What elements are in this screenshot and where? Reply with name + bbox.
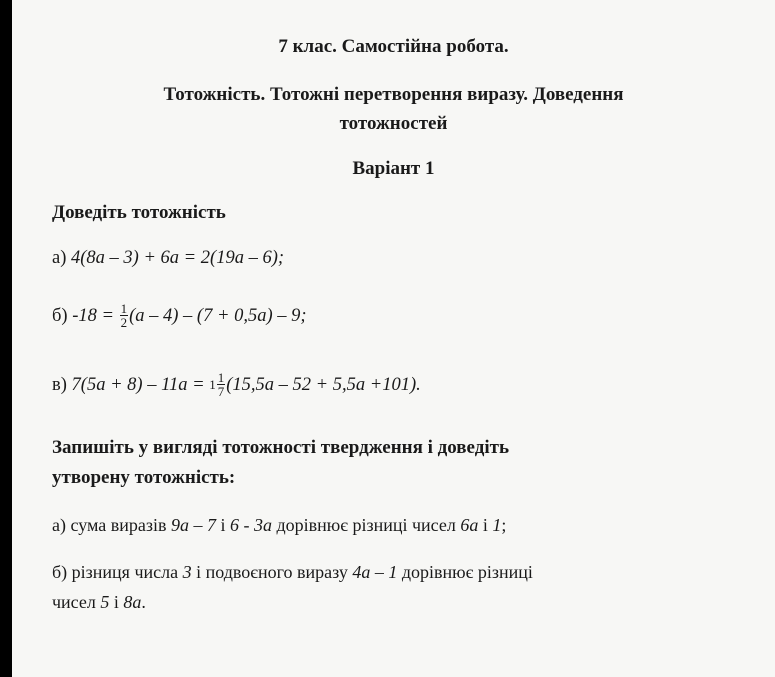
fraction-denominator: 7 <box>217 384 225 399</box>
section2-heading-line-1: Запишіть у вигляді тотожності твердження і доведіть <box>52 437 510 458</box>
exercise-c <box>52 372 421 399</box>
fraction-denominator: 2 <box>120 315 128 330</box>
math-expression: 4(8a – 3) + 6a = 2(19a – 6); <box>71 248 285 268</box>
math-expression: 6a <box>460 515 479 535</box>
section2-heading-line-2: утворену тотожність: <box>52 467 236 488</box>
statement-label: б) <box>52 562 68 582</box>
math-expression-start: 7(5a + 8) – 11a = <box>71 374 210 395</box>
statement-text: і <box>482 515 488 535</box>
math-expression: 9a – 7 <box>171 515 216 535</box>
statement-text: і подвоєного виразу <box>196 562 348 582</box>
fraction <box>120 302 129 329</box>
statement-label: а) <box>52 515 66 535</box>
fraction <box>217 371 226 398</box>
statement-text: і <box>220 515 226 535</box>
worksheet-title: 7 клас. Самостійна робота. <box>278 36 509 57</box>
exercise-b <box>52 303 307 330</box>
math-expression: 8a <box>123 592 142 612</box>
worksheet-page <box>12 0 775 677</box>
statement-text: чисел <box>52 592 96 612</box>
math-expression: 1 <box>492 515 502 535</box>
math-expression: 6 - 3a <box>230 515 273 535</box>
statement-b-line-1 <box>52 562 533 583</box>
mixed-number-integer: 1 <box>209 376 216 392</box>
exercise-a <box>52 248 284 269</box>
math-expression: 3 <box>182 562 192 582</box>
math-expression: 4a – 1 <box>352 562 398 582</box>
topic-line-1: Тотожність. Тотожні перетворення виразу. Доведення <box>163 84 624 105</box>
math-expression-end: (a – 4) – (7 + 0,5a) – 9; <box>129 305 307 326</box>
topic-line-2: тотожностей <box>339 113 448 134</box>
fraction-numerator: 1 <box>217 370 225 385</box>
fraction-numerator: 1 <box>120 301 128 316</box>
statement-a <box>52 515 506 536</box>
statement-text: дорівнює різниці чисел <box>276 515 456 535</box>
exercise-label: в) <box>52 374 67 395</box>
statement-punctuation: ; <box>501 515 507 535</box>
statement-punctuation: . <box>141 592 146 612</box>
math-expression-start: -18 = <box>72 305 119 326</box>
math-expression-end: (15,5a – 52 + 5,5a +101). <box>226 374 421 395</box>
statement-text: сума виразів <box>70 515 167 535</box>
section1-heading: Доведіть тотожність <box>52 202 226 223</box>
exercise-label: а) <box>52 248 67 268</box>
statement-text: різниця числа <box>71 562 179 582</box>
exercise-label: б) <box>52 305 68 326</box>
variant-label: Варіант 1 <box>352 158 435 179</box>
statement-b-line-2 <box>52 592 146 613</box>
math-expression: 5 <box>100 592 110 612</box>
statement-text: і <box>113 592 119 612</box>
statement-text: дорівнює різниці <box>401 562 533 582</box>
